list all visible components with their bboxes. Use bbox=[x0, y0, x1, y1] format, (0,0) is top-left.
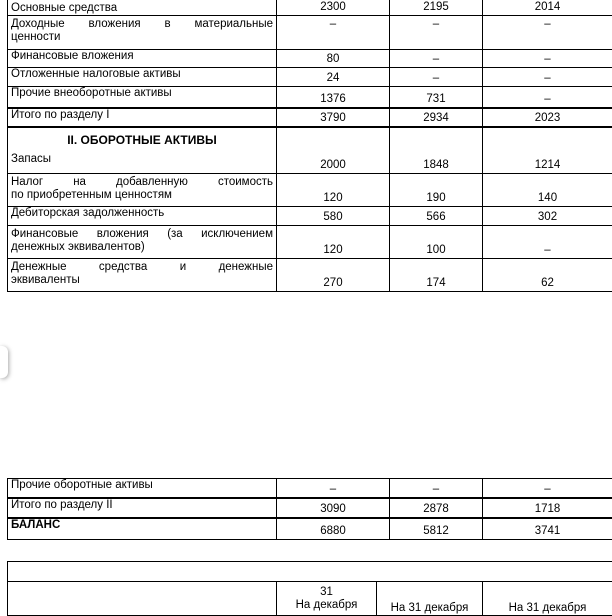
value-cell: 2000 bbox=[277, 127, 390, 174]
row-label-cell bbox=[8, 226, 277, 259]
row-label-line2: эквиваленты bbox=[11, 274, 273, 287]
value-cell: 100 bbox=[390, 226, 483, 259]
value-cell: – bbox=[390, 50, 483, 68]
header-cell-date bbox=[277, 582, 377, 616]
value-cell: 140 bbox=[483, 174, 612, 207]
row-label-line2: денежных эквивалентов) bbox=[11, 241, 273, 254]
value-cell: 731 bbox=[390, 87, 483, 108]
value-cell: 3790 bbox=[277, 108, 390, 127]
table-row bbox=[8, 16, 612, 50]
header-cell-date: На 31 декабря bbox=[483, 582, 612, 616]
value-cell: 1376 bbox=[277, 87, 390, 108]
value-cell: 270 bbox=[277, 259, 390, 292]
row-label-cell bbox=[8, 174, 277, 207]
value-cell: – bbox=[390, 68, 483, 87]
value-cell: 1848 bbox=[390, 127, 483, 174]
value-cell: 2878 bbox=[390, 498, 483, 518]
value-cell: 3090 bbox=[277, 498, 390, 518]
header-cell-date: На 31 декабря bbox=[377, 582, 483, 616]
value-cell: 2023 bbox=[483, 108, 612, 127]
value-cell: 1718 bbox=[483, 498, 612, 518]
row-label-line2: ценности bbox=[11, 31, 273, 44]
row-label-line2: по приобретенным ценностям bbox=[11, 189, 273, 202]
section-heading: II. ОБОРОТНЫЕ АКТИВЫ bbox=[11, 128, 273, 153]
value-cell: 5812 bbox=[390, 518, 483, 540]
value-cell: 120 bbox=[277, 174, 390, 207]
table-row bbox=[8, 259, 612, 292]
value-cell: – bbox=[390, 479, 483, 498]
header-cell-empty bbox=[8, 582, 277, 616]
value-cell: 174 bbox=[390, 259, 483, 292]
value-cell: – bbox=[277, 16, 390, 50]
value-cell: – bbox=[483, 479, 612, 498]
liabilities-table-header bbox=[7, 561, 612, 616]
table-row-balance bbox=[8, 518, 612, 540]
value-cell: 80 bbox=[277, 50, 390, 68]
header-band bbox=[8, 562, 612, 582]
row-label: Итого по разделу II bbox=[8, 498, 277, 518]
row-label: Финансовые вложения bbox=[8, 50, 277, 68]
table-row bbox=[8, 207, 612, 226]
table-row bbox=[8, 127, 612, 174]
table-row bbox=[8, 479, 612, 498]
row-label-cell bbox=[8, 259, 277, 292]
row-label-line1: Финансовые вложения (за исключением bbox=[11, 226, 273, 241]
table-row bbox=[8, 87, 612, 108]
row-label: Отложенные налоговые активы bbox=[8, 68, 277, 87]
value-cell: – bbox=[483, 87, 612, 108]
table-header-row bbox=[8, 582, 612, 616]
page-gap bbox=[0, 305, 612, 475]
value-cell: – bbox=[390, 16, 483, 50]
value-cell: – bbox=[483, 16, 612, 50]
value-cell: 62 bbox=[483, 259, 612, 292]
section-cell bbox=[8, 127, 277, 174]
balance-table-assets bbox=[7, 0, 612, 292]
row-label: Прочие внеоборотные активы bbox=[8, 87, 277, 108]
table-row bbox=[8, 0, 612, 16]
row-label: Основные средства bbox=[8, 0, 277, 16]
row-label: Дебиторская задолженность bbox=[8, 207, 277, 226]
row-label: Итого по разделу I bbox=[8, 108, 277, 127]
row-label: Запасы bbox=[11, 153, 273, 166]
value-cell: – bbox=[483, 68, 612, 87]
value-cell: 190 bbox=[390, 174, 483, 207]
value-cell: 580 bbox=[277, 207, 390, 226]
table-row bbox=[8, 174, 612, 207]
table-row bbox=[8, 562, 612, 582]
value-cell: 2195 bbox=[390, 0, 483, 16]
row-label-line1: Налог на добавленную стоимость bbox=[11, 174, 273, 189]
value-cell: 24 bbox=[277, 68, 390, 87]
value-cell: 2300 bbox=[277, 0, 390, 16]
row-label: Прочие оборотные активы bbox=[8, 479, 277, 498]
value-cell: – bbox=[483, 226, 612, 259]
header-date-line2: На декабря bbox=[280, 599, 373, 612]
value-cell: – bbox=[483, 50, 612, 68]
value-cell: 1214 bbox=[483, 127, 612, 174]
row-label-line1: Доходные вложения в материальные bbox=[11, 16, 273, 31]
value-cell: 302 bbox=[483, 207, 612, 226]
table-row-total bbox=[8, 498, 612, 518]
value-cell: 6880 bbox=[277, 518, 390, 540]
balance-table-totals bbox=[7, 478, 612, 540]
table-row bbox=[8, 226, 612, 259]
table-row-total bbox=[8, 108, 612, 127]
value-cell: 566 bbox=[390, 207, 483, 226]
value-cell: 120 bbox=[277, 226, 390, 259]
table-row bbox=[8, 68, 612, 87]
value-cell: – bbox=[277, 479, 390, 498]
side-scroll-tab[interactable] bbox=[0, 346, 8, 378]
value-cell: 2014 bbox=[483, 0, 612, 16]
row-label-cell bbox=[8, 16, 277, 50]
header-date-line1: 31 bbox=[280, 586, 373, 599]
table-row bbox=[8, 50, 612, 68]
row-label: БАЛАНС bbox=[8, 518, 277, 540]
value-cell: 3741 bbox=[483, 518, 612, 540]
row-label-line1: Денежные средства и денежные bbox=[11, 259, 273, 274]
value-cell: 2934 bbox=[390, 108, 483, 127]
